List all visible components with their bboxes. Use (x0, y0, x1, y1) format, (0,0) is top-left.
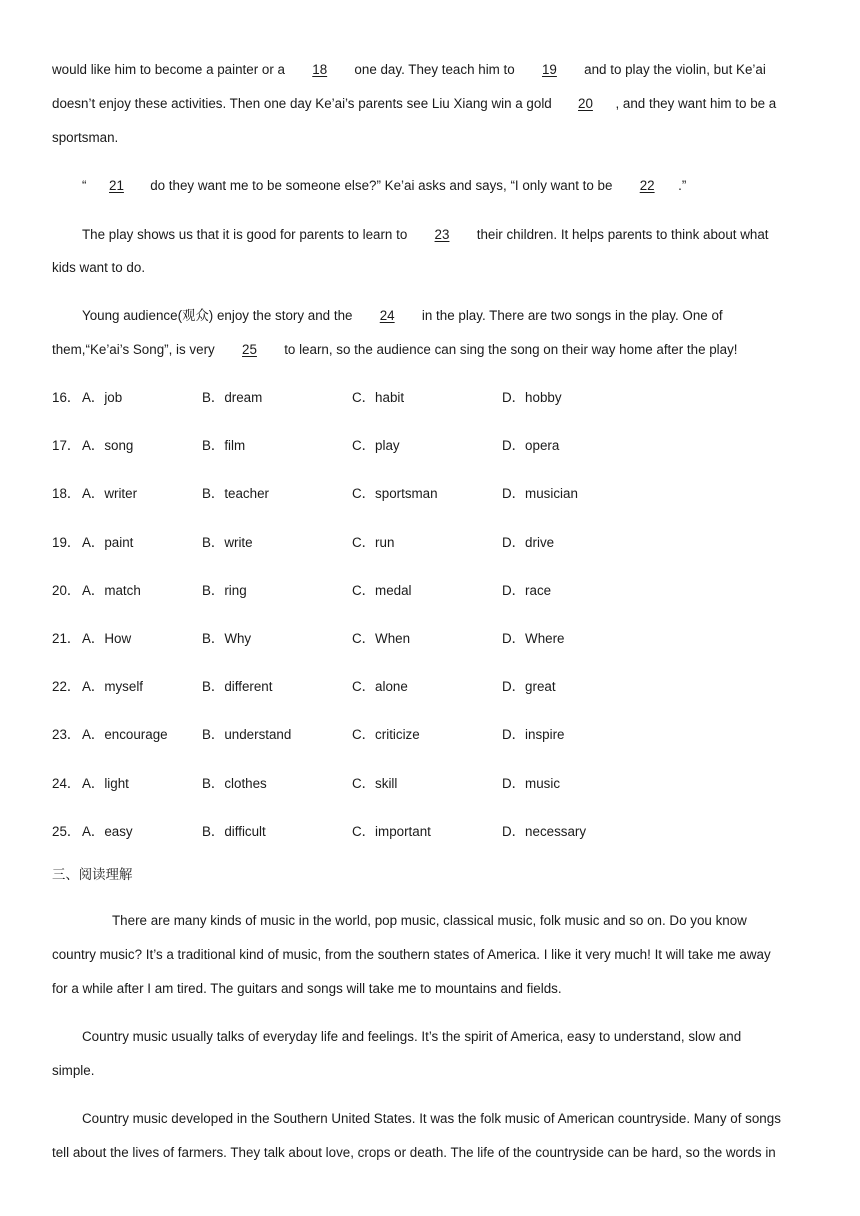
text-span: , and they want him to be a (615, 96, 777, 111)
option-d: D．inspire (502, 727, 565, 742)
option-b: B．film (202, 438, 246, 453)
passage-line-2 (52, 95, 776, 113)
option-b: B．understand (202, 727, 292, 742)
passage-line-7 (82, 307, 723, 325)
reading-line: simple. (52, 1063, 95, 1078)
option-c: C．skill (352, 776, 398, 791)
text-span: .” (678, 178, 687, 193)
option-d: D．music (502, 776, 561, 791)
text-span: to learn, so the audience can sing the song on their way home after the play! (280, 342, 738, 357)
option-c: C．sportsman (352, 486, 438, 501)
option-b: B．teacher (202, 486, 269, 501)
option-b: B．clothes (202, 776, 267, 791)
blank-22: 22 (639, 178, 655, 193)
option-c: C．important (352, 824, 431, 839)
text-span: their children. It helps parents to think about what (473, 227, 769, 242)
option-b: B．write (202, 535, 253, 550)
question-number: 19． (52, 535, 81, 550)
option-a: A．paint (82, 535, 134, 550)
reading-line: There are many kinds of music in the world, pop music, classical music, folk music and so on. Do you know (112, 913, 747, 928)
reading-line: country music? It’s a traditional kind of music, from the southern states of America. I like it very much! It will take me away (52, 947, 771, 962)
question-number: 24． (52, 776, 81, 791)
option-d: D．race (502, 583, 552, 598)
text-span: do they want me to be someone else?” Ke’ai asks and says, “I only want to be (146, 178, 617, 193)
question-number: 25． (52, 824, 81, 839)
option-a: A．encourage (82, 727, 168, 742)
question-row (52, 726, 812, 744)
reading-line: tell about the lives of farmers. They talk about love, crops or death. The life of the countryside can be hard, so the words in (52, 1145, 776, 1160)
question-row (52, 389, 812, 407)
option-d: D．hobby (502, 390, 562, 405)
option-b: B．difficult (202, 824, 266, 839)
question-row (52, 534, 812, 552)
blank-25: 25 (242, 342, 257, 357)
text-span: in the play. There are two songs in the play. One of (418, 308, 723, 323)
text-span: them,“Ke’ai’s Song”, is very (52, 342, 219, 357)
option-a: A．writer (82, 486, 138, 501)
question-number: 16． (52, 390, 81, 405)
option-c: C．criticize (352, 727, 420, 742)
option-a: A．match (82, 583, 141, 598)
option-a: A．easy (82, 824, 133, 839)
option-d: D．musician (502, 486, 578, 501)
option-d: D．drive (502, 535, 555, 550)
text-span: The play shows us that it is good for parents to learn to (82, 227, 411, 242)
blank-18: 18 (312, 62, 328, 77)
option-c: C．medal (352, 583, 412, 598)
option-b: B．dream (202, 390, 263, 405)
blank-23: 23 (434, 227, 450, 242)
option-d: D．Where (502, 631, 565, 646)
question-row (52, 823, 812, 841)
question-number: 17． (52, 438, 81, 453)
option-c: C．alone (352, 679, 408, 694)
reading-line: Country music usually talks of everyday life and feelings. It’s the spirit of America, easy to understand, slow and (82, 1029, 742, 1044)
option-d: D．necessary (502, 824, 587, 839)
option-a: A．How (82, 631, 132, 646)
blank-21: 21 (109, 178, 124, 193)
passage-line-6: kids want to do. (52, 260, 146, 275)
question-row (52, 437, 812, 455)
option-a: A．job (82, 390, 123, 405)
question-row (52, 485, 812, 503)
option-d: D．opera (502, 438, 560, 453)
text-span: Young audience(观众) enjoy the story and the (82, 308, 357, 323)
blank-24: 24 (379, 308, 395, 323)
option-c: C．When (352, 631, 411, 646)
option-b: B．Why (202, 631, 252, 646)
option-c: C．play (352, 438, 400, 453)
question-row (52, 678, 812, 696)
section-title: 三、阅读理解 (52, 868, 133, 883)
question-row (52, 630, 812, 648)
text-span: would like him to become a painter or a (52, 62, 289, 77)
text-span: “ (82, 178, 87, 193)
question-number: 21． (52, 631, 81, 646)
passage-line-1 (52, 61, 766, 79)
blank-20: 20 (578, 96, 593, 111)
question-number: 20． (52, 583, 81, 598)
passage-line-5 (82, 226, 769, 244)
option-a: A．song (82, 438, 134, 453)
passage-line-3: sportsman. (52, 130, 119, 145)
option-a: A．light (82, 776, 129, 791)
passage-line-8 (52, 341, 738, 359)
option-a: A．myself (82, 679, 144, 694)
reading-line: for a while after I am tired. The guitars and songs will take me to mountains and fields. (52, 981, 562, 996)
question-number: 18． (52, 486, 81, 501)
question-row (52, 775, 812, 793)
passage-line-4 (82, 177, 686, 195)
reading-line: Country music developed in the Southern United States. It was the folk music of American countryside. Many of songs (82, 1111, 781, 1126)
option-c: C．habit (352, 390, 405, 405)
option-d: D．great (502, 679, 556, 694)
question-number: 22． (52, 679, 81, 694)
text-span: one day. They teach him to (350, 62, 519, 77)
text-span: doesn’t enjoy these activities. Then one day Ke’ai’s parents see Liu Xiang win a gold (52, 96, 556, 111)
text-span: and to play the violin, but Ke’ai (580, 62, 766, 77)
blank-19: 19 (541, 62, 557, 77)
question-row (52, 582, 812, 600)
option-b: B．different (202, 679, 273, 694)
question-number: 23． (52, 727, 81, 742)
option-b: B．ring (202, 583, 247, 598)
option-c: C．run (352, 535, 395, 550)
